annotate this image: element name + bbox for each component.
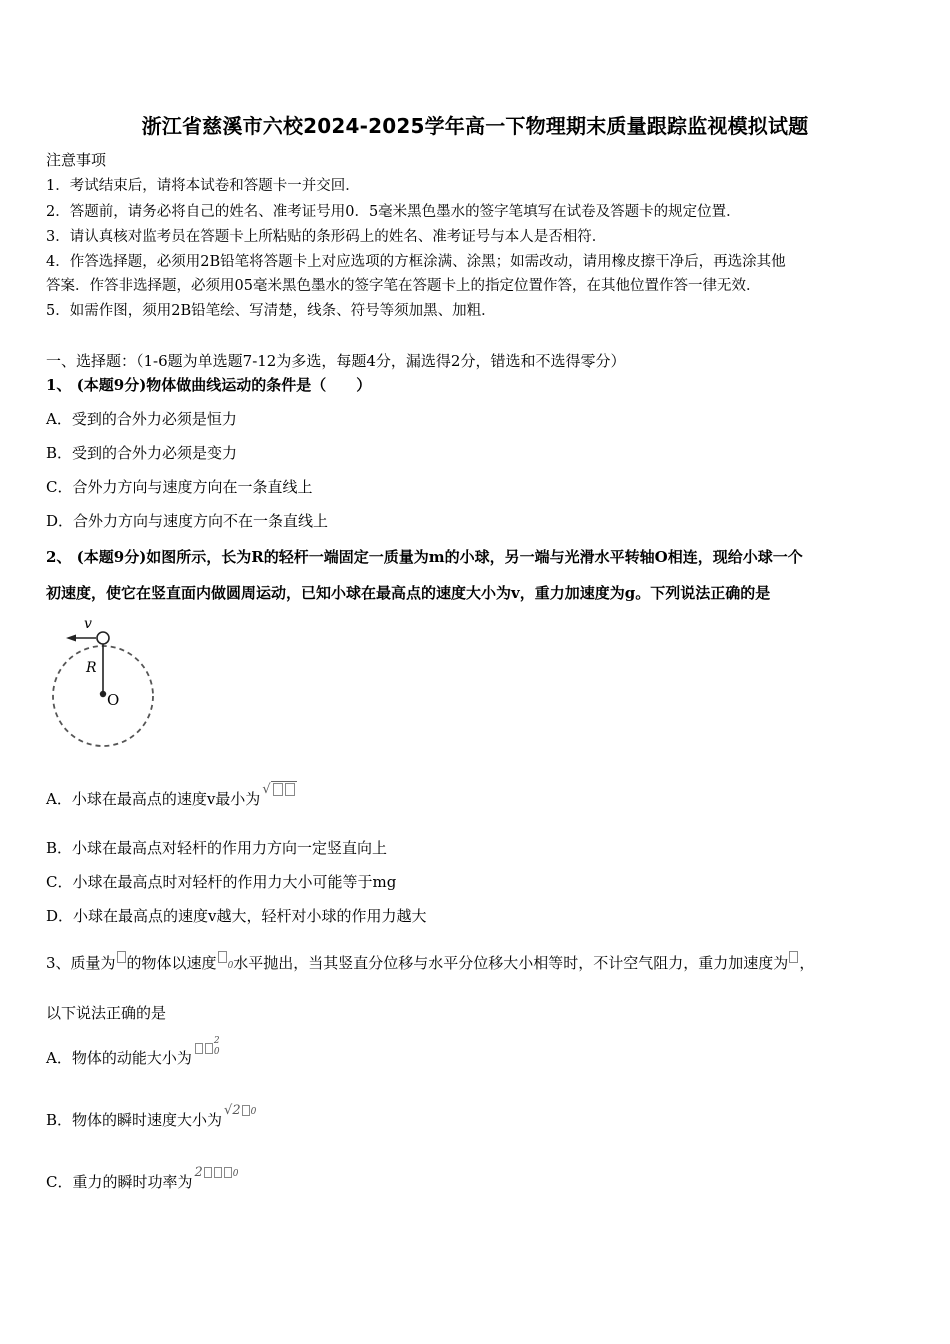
q3-option-c-text: C．重力的瞬时功率为 [46,1173,193,1191]
coefficient: 2 [194,1165,203,1180]
q1-option-b: B．受到的合外力必须是变力 [46,444,238,462]
q3-stem-part: 3、质量为 [46,954,116,972]
notice-item: 2．答题前，请务必将自己的姓名、准考证号用0．5毫米黑色墨水的签字笔填写在试卷及答题卡的规定位置． [46,204,741,220]
placeholder-glyph [285,783,295,796]
placeholder-glyph [204,1167,212,1178]
q3-option-c [46,1165,239,1193]
q3-option-a-text: A．物体的动能大小为 [46,1049,192,1067]
q2-option-a-text: A．小球在最高点的速度v最小为 [46,790,261,808]
superscript: 2 [213,1036,220,1046]
label-v: v [84,616,92,632]
section-heading: 一、选择题：（1-6题为单选题7-12为多选，每题4分，漏选得2分，错选和不选得零分） [46,352,626,370]
velocity-arrow-head [66,635,76,642]
question-2-stem-line1: 2、 (本题9分)如图所示，长为R的轻杆一端固定一质量为m的小球，另一端与光滑水平转轴O相连，现给小球一个 [46,548,803,566]
q3-option-b [46,1103,257,1131]
placeholder-glyph [789,951,798,963]
circular-motion-figure [48,612,168,757]
q3-stem-part: ， [799,954,815,972]
question-3-stem-line2: 以下说法正确的是 [46,1004,167,1022]
label-O: O [107,691,120,709]
placeholder-glyph [117,951,126,963]
radicand [271,781,297,797]
notice-item: 答案．作答非选择题，必须用05毫米黑色墨水的签字笔在答题卡上的指定位置作答，在其他位置作答一律无效． [46,278,761,294]
q1-option-c: C．合外力方向与速度方向在一条直线上 [46,478,313,496]
subscript: 0 [250,1107,257,1117]
placeholder-glyph [214,1167,222,1178]
q2-option-b: B．小球在最高点对轻杆的作用力方向一定竖直向上 [46,839,388,857]
velocity-formula [224,1101,256,1122]
subscript: 0 [213,1047,220,1057]
placeholder-glyph [273,783,283,796]
q1-option-a: A．受到的合外力必须是恒力 [46,410,237,428]
sqrt-two: √2 [224,1103,241,1118]
q2-option-d: D．小球在最高点的速度v越大，轻杆对小球的作用力越大 [46,907,427,925]
kinetic-energy-formula [194,1036,220,1059]
placeholder-glyph [205,1043,213,1054]
label-R: R [86,660,97,676]
q3-stem-part: 水平抛出，当其竖直分位移与水平分位移大小相等时，不计空气阻力，重力加速度为 [233,954,789,972]
question-2-stem-line2: 初速度，使它在竖直面内做圆周运动，已知小球在最高点的速度大小为v，重力加速度为g。下列说法正确的是 [46,584,771,602]
subscript: 0 [227,961,234,971]
small-ball [97,632,109,644]
q3-option-b-text: B．物体的瞬时速度大小为 [46,1111,223,1129]
q2-option-c: C．小球在最高点时对轻杆的作用力大小可能等于mg [46,873,397,891]
notice-item: 4．作答选择题，必须用2B铅笔将答题卡上对应选项的方框涂满、涂黑；如需改动，请用橡皮擦干净后，再选涂其他 [46,254,786,270]
question-3-stem [46,953,814,976]
notice-item: 1．考试结束后，请将本试卷和答题卡一并交回． [46,178,360,194]
q3-stem-part: 的物体以速度 [126,954,217,972]
q2-option-a [46,782,297,809]
q1-option-d: D．合外力方向与速度方向不在一条直线上 [46,512,329,530]
sqrt-formula [262,780,296,800]
placeholder-glyph [242,1105,250,1116]
pivot-point [100,691,106,697]
notice-item: 3．请认真核对监考员在答题卡上所粘贴的条形码上的姓名、准考证号与本人是否相符． [46,229,607,245]
power-formula [194,1163,238,1184]
notice-heading: 注意事项 [46,151,107,169]
sqrt-symbol: √ [262,782,271,797]
page-title: 浙江省慈溪市六校2024-2025学年高一下物理期末质量跟踪监视模拟试题 [141,114,809,138]
placeholder-glyph [218,951,227,963]
placeholder-glyph [224,1167,232,1178]
question-1-stem: 1、 (本题9分)物体做曲线运动的条件是（ ） [46,376,372,394]
q3-option-a [46,1036,220,1068]
placeholder-glyph [195,1043,203,1054]
subscript: 0 [232,1169,239,1179]
notice-item: 5．如需作图，须用2B铅笔绘、写清楚，线条、符号等须加黑、加粗． [46,303,496,319]
